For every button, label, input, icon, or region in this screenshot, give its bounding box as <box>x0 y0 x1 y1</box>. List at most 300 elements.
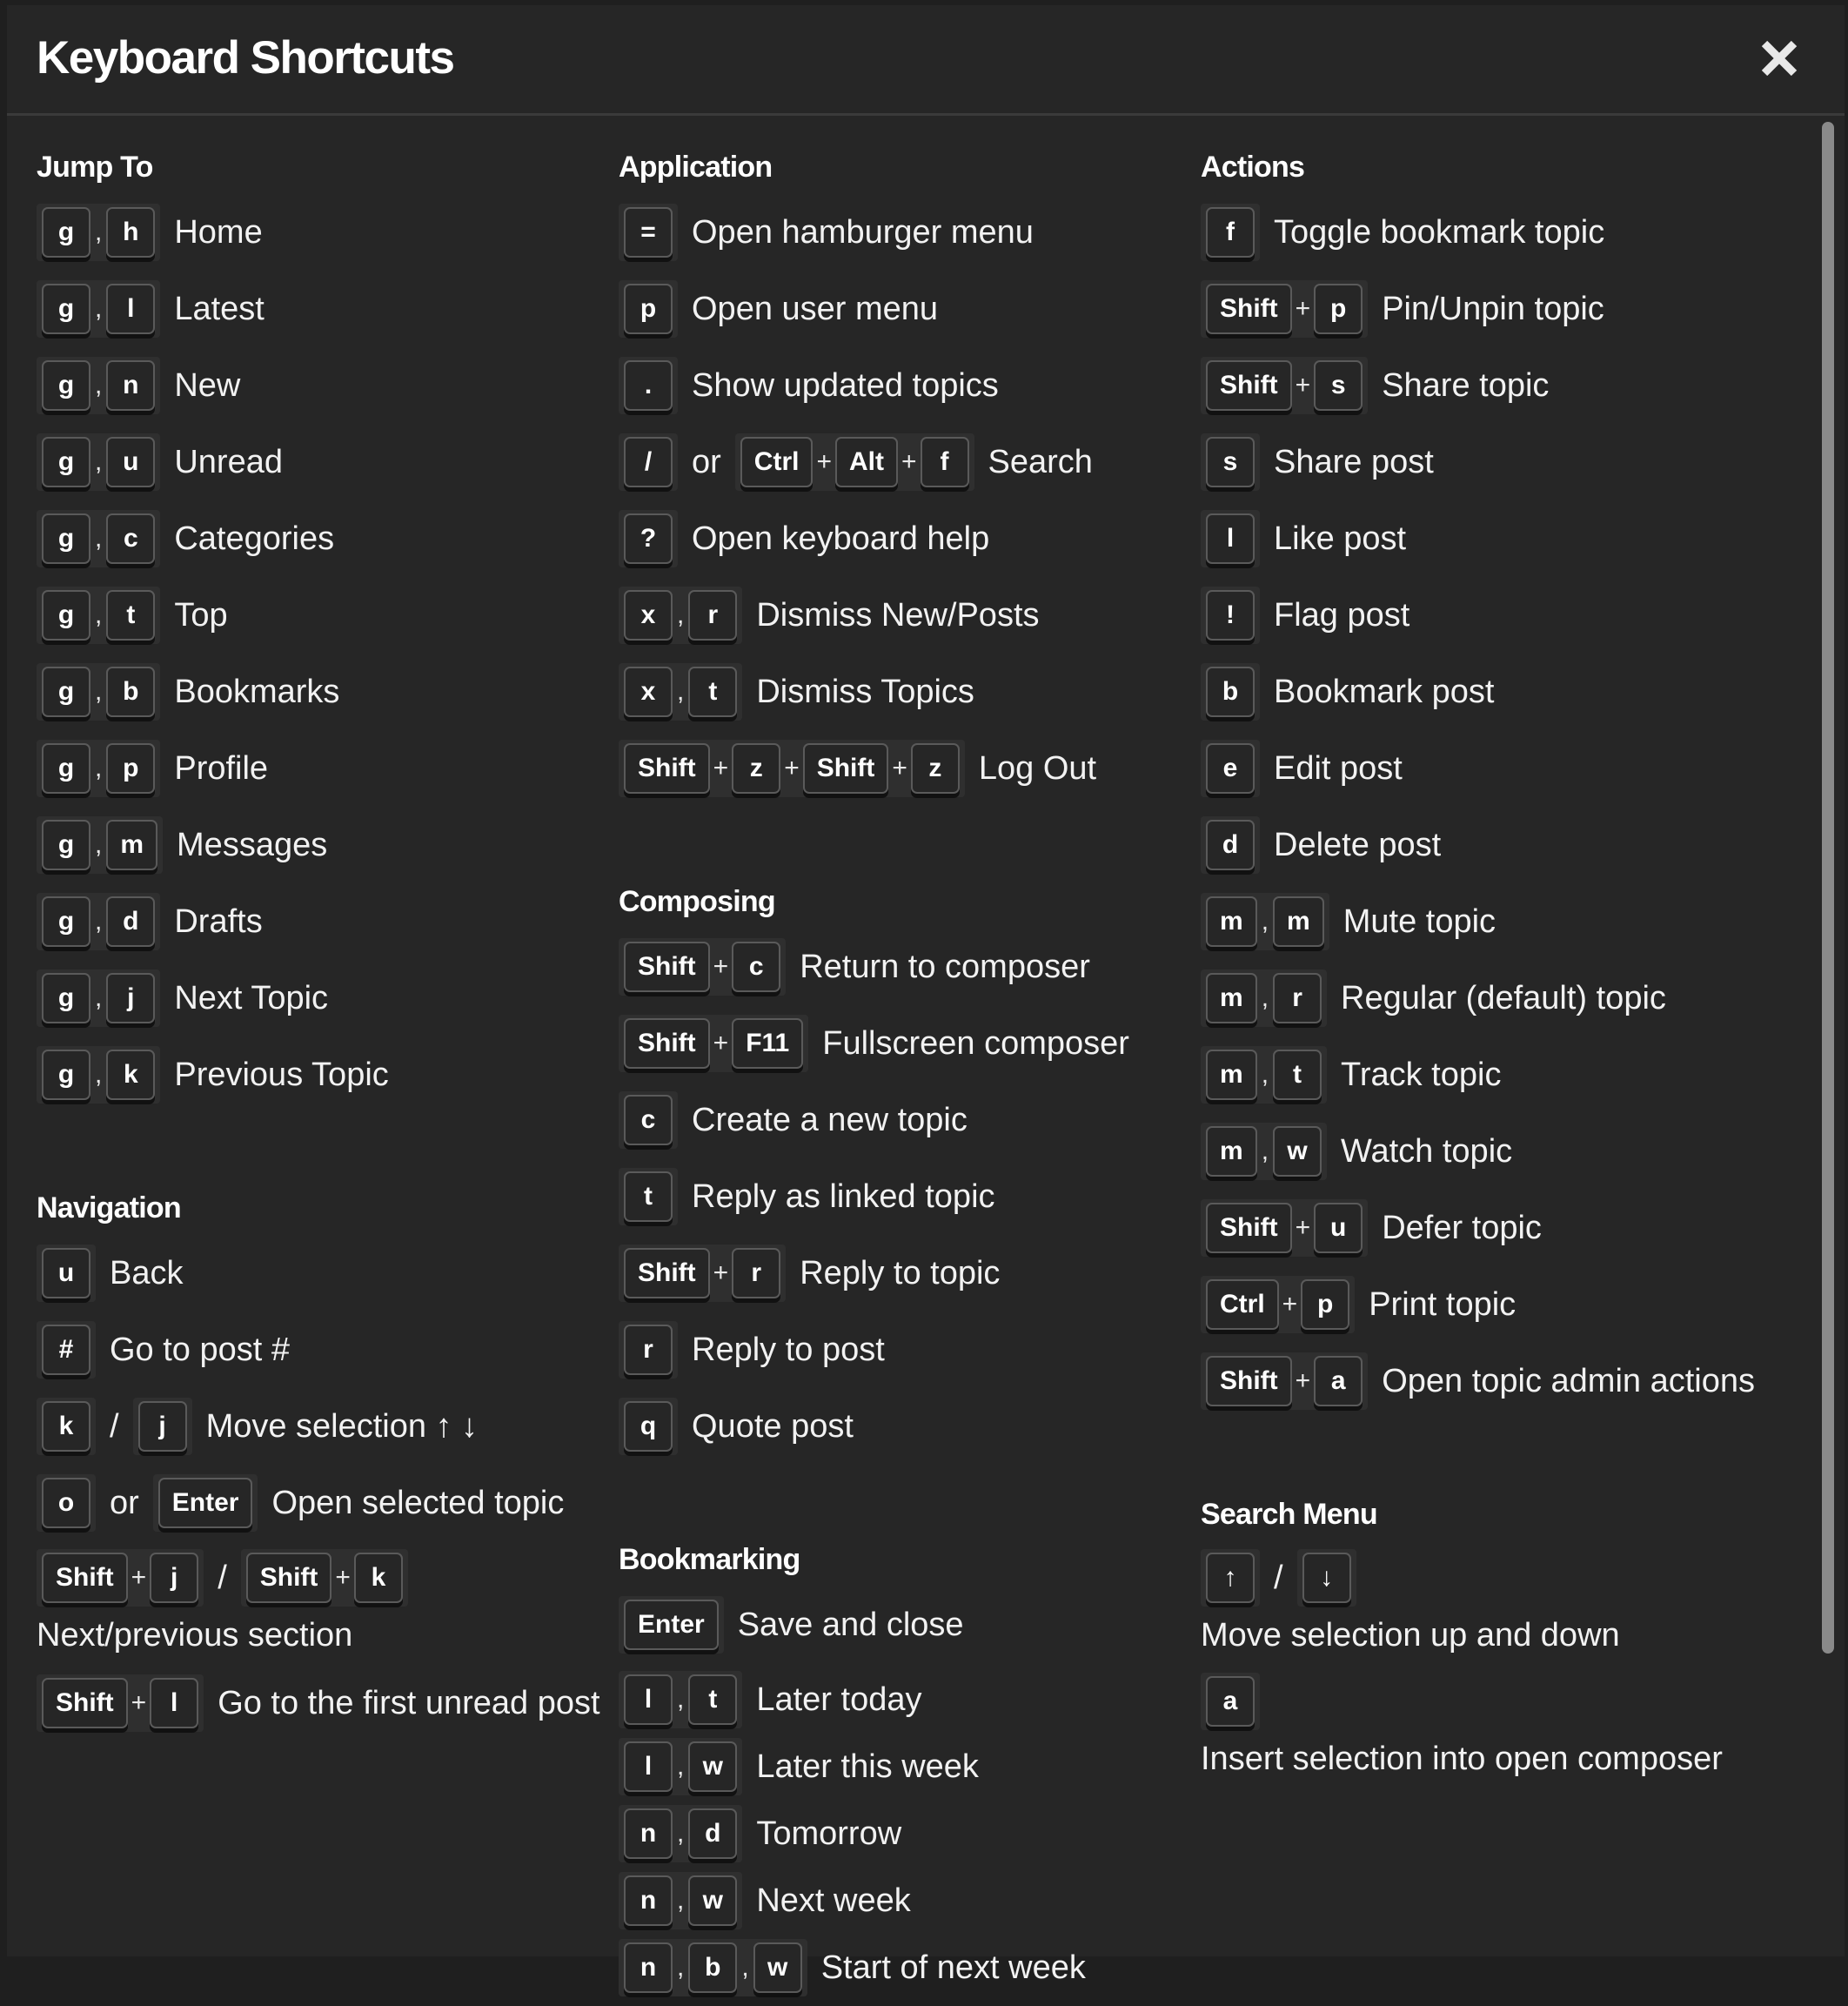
key-cap: Enter <box>624 1600 719 1650</box>
key-combo <box>37 1674 204 1732</box>
shortcut-row <box>37 585 611 646</box>
shortcut-description: Watch topic <box>1341 1133 1513 1170</box>
key-combo <box>735 433 974 491</box>
key-cap: l <box>106 284 155 334</box>
section-title: Navigation <box>37 1191 181 1224</box>
key-cap: Shift <box>803 743 889 794</box>
shortcut-description: Reply to post <box>692 1332 885 1368</box>
key-combo <box>619 1671 742 1728</box>
shortcut-description: Categories <box>174 520 335 557</box>
shortcut-row <box>1201 508 1810 569</box>
shortcut-description: Bookmarks <box>174 674 340 710</box>
key-cap: m <box>1206 896 1257 947</box>
shortcut-description: Later today <box>756 1681 922 1718</box>
shortcut-description: Next Topic <box>174 980 329 1016</box>
key-cap: m <box>1273 896 1324 947</box>
key-cap: z <box>911 743 960 794</box>
key-cap: n <box>106 360 155 411</box>
shortcut-row <box>37 738 611 799</box>
key-combo <box>619 1091 678 1149</box>
key-cap: F11 <box>732 1018 803 1069</box>
key-combo <box>37 1474 96 1532</box>
key-cap: p <box>106 743 155 794</box>
key-cap: p <box>624 284 673 334</box>
shortcut-description: Unread <box>174 444 283 480</box>
shortcut-description: Dismiss Topics <box>756 674 974 710</box>
shortcut-description: Open hamburger menu <box>692 214 1034 251</box>
section-gap <box>619 815 1184 884</box>
key-combo <box>1201 1549 1260 1607</box>
key-separator: + <box>1295 371 1311 399</box>
modal-header <box>7 5 1845 116</box>
key-cap: c <box>732 942 780 992</box>
shortcut-row <box>1201 1274 1810 1335</box>
shortcut-row <box>37 1473 611 1533</box>
key-cap: Shift <box>246 1553 332 1603</box>
key-separator: , <box>95 294 103 323</box>
key-combo <box>619 938 786 996</box>
key-separator: , <box>95 983 103 1012</box>
key-combo <box>37 969 160 1027</box>
key-cap: z <box>732 743 780 794</box>
shortcut-row <box>1201 1198 1810 1258</box>
key-cap: w <box>1273 1126 1322 1177</box>
key-cap: g <box>42 973 90 1023</box>
section-title: Application <box>619 151 773 184</box>
key-combo <box>619 433 678 491</box>
shortcut-row <box>37 815 611 876</box>
key-separator: , <box>1261 1137 1269 1165</box>
key-combo <box>1201 1046 1327 1104</box>
key-cap: b <box>106 667 155 717</box>
key-combo <box>619 1398 678 1455</box>
key-cap: j <box>150 1553 198 1603</box>
key-cap: j <box>106 973 155 1023</box>
key-cap: = <box>624 207 673 258</box>
key-cap: d <box>1206 820 1255 870</box>
key-cap: x <box>624 667 673 717</box>
shortcut-row <box>619 1939 1184 1996</box>
shortcut-description: Log Out <box>978 750 1097 787</box>
key-cap: m <box>1206 1050 1257 1100</box>
key-cap: b <box>1206 667 1255 717</box>
key-separator: , <box>95 754 103 782</box>
shortcut-description: Show updated topics <box>692 367 999 404</box>
key-combo <box>37 740 160 797</box>
shortcut-description: Create a new topic <box>692 1102 968 1138</box>
shortcut-description: Pin/Unpin topic <box>1382 291 1604 327</box>
key-cap: g <box>42 667 90 717</box>
key-combo <box>1201 204 1260 261</box>
key-combo <box>37 433 160 491</box>
key-combo <box>1201 663 1260 721</box>
key-combo <box>1201 1276 1355 1333</box>
shortcut-description: Move selection up and down <box>1201 1617 1620 1654</box>
key-combo <box>1201 740 1260 797</box>
key-cap: w <box>753 1942 802 1993</box>
key-combo <box>37 1245 96 1302</box>
key-cap: ↓ <box>1302 1553 1351 1603</box>
shortcut-row <box>37 1549 611 1657</box>
shortcut-description: Move selection ↑ ↓ <box>205 1408 479 1445</box>
shortcut-description: Open user menu <box>692 291 939 327</box>
shortcut-row <box>619 1594 1184 1655</box>
key-cap: j <box>138 1401 187 1452</box>
key-separator: + <box>1295 294 1311 323</box>
key-cap: g <box>42 284 90 334</box>
shortcut-joiner: or <box>692 443 721 480</box>
key-combo <box>619 204 678 261</box>
key-combo <box>619 1321 678 1379</box>
key-combo <box>153 1474 258 1532</box>
key-separator: , <box>1261 907 1269 936</box>
shortcut-description: Later this week <box>756 1748 979 1785</box>
key-combo <box>619 1596 724 1654</box>
key-separator: + <box>816 447 832 476</box>
key-separator: + <box>713 754 729 782</box>
key-cap: Alt <box>835 437 898 487</box>
shortcut-row <box>37 278 611 339</box>
key-combo <box>1201 280 1368 338</box>
key-cap: q <box>624 1401 673 1452</box>
key-cap: d <box>688 1808 737 1859</box>
key-combo <box>619 1245 786 1302</box>
key-separator: , <box>1261 983 1269 1012</box>
key-combo <box>241 1549 408 1607</box>
shortcut-row <box>619 738 1184 799</box>
shortcut-description: Bookmark post <box>1274 674 1495 710</box>
key-separator: , <box>677 1886 685 1915</box>
key-combo <box>619 1872 742 1929</box>
key-cap: s <box>1206 437 1255 487</box>
keyboard-shortcuts-modal <box>7 5 1845 1986</box>
key-separator: + <box>901 447 917 476</box>
shortcut-row <box>37 891 611 952</box>
key-cap: l <box>624 1674 673 1725</box>
shortcut-row <box>1201 585 1810 646</box>
key-separator: , <box>95 830 103 859</box>
shortcut-description: Reply to topic <box>800 1255 1001 1291</box>
scrollbar-thumb[interactable] <box>1822 122 1834 1654</box>
key-combo <box>619 1939 807 1996</box>
shortcut-description: Quote post <box>692 1408 854 1445</box>
key-cap: a <box>1206 1676 1255 1727</box>
key-cap: s <box>1314 360 1363 411</box>
shortcut-description: Return to composer <box>800 949 1090 985</box>
shortcut-description: Back <box>110 1255 184 1291</box>
shortcut-row <box>37 202 611 263</box>
key-cap: t <box>624 1171 673 1222</box>
section-title: Bookmarking <box>619 1543 800 1576</box>
key-combo <box>37 1046 160 1104</box>
section-gap <box>619 1473 1184 1542</box>
shortcut-row <box>37 661 611 722</box>
shortcut-row <box>1201 968 1810 1029</box>
shortcut-description: Latest <box>174 291 264 327</box>
key-combo <box>37 510 160 567</box>
shortcut-joiner: / <box>110 1407 119 1445</box>
key-separator: + <box>713 1029 729 1057</box>
key-separator: , <box>677 1819 685 1848</box>
shortcut-row <box>1201 432 1810 493</box>
key-cap: a <box>1314 1356 1363 1406</box>
key-cap: f <box>1206 207 1255 258</box>
key-cap: g <box>42 590 90 641</box>
shortcut-description: Open keyboard help <box>692 520 990 557</box>
key-cap: Shift <box>1206 1203 1292 1253</box>
shortcut-description: Dismiss New/Posts <box>756 597 1040 634</box>
key-separator: + <box>1295 1213 1311 1242</box>
shortcut-row <box>1201 355 1810 416</box>
section-gap <box>1201 1427 1810 1497</box>
shortcut-row <box>1201 1044 1810 1105</box>
shortcut-description: Next week <box>756 1882 911 1919</box>
key-combo <box>619 280 678 338</box>
shortcut-row <box>619 1319 1184 1380</box>
key-separator: , <box>95 1060 103 1089</box>
key-cap: u <box>1314 1203 1363 1253</box>
shortcut-row <box>1201 1121 1810 1182</box>
key-cap: l <box>624 1741 673 1792</box>
key-separator: , <box>677 600 685 629</box>
shortcut-row <box>619 508 1184 569</box>
shortcuts-column-2 <box>619 150 1184 2006</box>
section-title: Actions <box>1201 151 1305 184</box>
key-cap: u <box>42 1248 90 1298</box>
close-icon[interactable] <box>1756 35 1803 82</box>
key-cap: Enter <box>158 1478 253 1528</box>
shortcut-row <box>1201 738 1810 799</box>
key-separator: , <box>677 1685 685 1714</box>
shortcut-row <box>1201 891 1810 952</box>
key-combo <box>37 816 163 874</box>
key-combo <box>37 280 160 338</box>
key-cap: t <box>688 1674 737 1725</box>
shortcut-joiner: / <box>218 1559 227 1596</box>
key-separator: + <box>713 952 729 981</box>
key-cap: l <box>1206 513 1255 564</box>
key-separator: + <box>1282 1290 1298 1318</box>
key-separator: , <box>95 371 103 399</box>
shortcut-description: Save and close <box>737 1607 964 1643</box>
shortcut-description: Toggle bookmark topic <box>1274 214 1605 251</box>
key-cap: g <box>42 513 90 564</box>
key-cap: w <box>688 1741 737 1792</box>
key-cap: r <box>688 590 737 641</box>
key-separator: + <box>335 1563 351 1592</box>
shortcut-description: Flag post <box>1274 597 1410 634</box>
key-combo <box>1201 816 1260 874</box>
shortcut-description: Go to the first unread post <box>218 1685 600 1721</box>
shortcut-description: Share post <box>1274 444 1434 480</box>
shortcut-description: Share topic <box>1382 367 1550 404</box>
key-cap: w <box>688 1875 737 1926</box>
key-cap: n <box>624 1875 673 1926</box>
shortcut-joiner: / <box>1274 1559 1283 1596</box>
key-combo <box>619 1738 742 1795</box>
key-cap: p <box>1314 284 1363 334</box>
shortcut-description: Delete post <box>1274 827 1442 863</box>
key-separator: , <box>677 1752 685 1781</box>
key-separator: , <box>677 1953 685 1982</box>
key-cap: l <box>150 1678 198 1728</box>
key-combo <box>37 204 160 261</box>
key-cap: t <box>106 590 155 641</box>
key-separator: + <box>131 1688 147 1717</box>
key-cap: r <box>1273 973 1322 1023</box>
key-combo <box>37 1321 96 1379</box>
shortcut-description: Tomorrow <box>756 1815 902 1852</box>
key-cap: Shift <box>624 743 710 794</box>
key-cap: b <box>688 1942 737 1993</box>
section-title: Composing <box>619 885 775 918</box>
shortcut-row <box>619 1243 1184 1304</box>
shortcut-description: Drafts <box>174 903 263 940</box>
key-cap: g <box>42 743 90 794</box>
shortcut-row <box>619 1805 1184 1862</box>
key-cap: n <box>624 1942 673 1993</box>
key-cap: g <box>42 360 90 411</box>
key-cap: k <box>354 1553 403 1603</box>
key-cap: h <box>106 207 155 258</box>
shortcut-row <box>37 432 611 493</box>
key-cap: ? <box>624 513 673 564</box>
key-cap: / <box>624 437 673 487</box>
shortcut-row <box>619 432 1184 493</box>
shortcut-row <box>619 1738 1184 1795</box>
key-combo <box>1201 1673 1260 1730</box>
key-cap: k <box>106 1050 155 1100</box>
key-cap: g <box>42 437 90 487</box>
key-combo <box>1201 1352 1368 1410</box>
shortcut-description: Start of next week <box>820 1949 1086 1986</box>
key-separator: , <box>741 1953 749 1982</box>
key-cap: Shift <box>1206 284 1292 334</box>
key-cap: Shift <box>1206 1356 1292 1406</box>
shortcut-description: Open topic admin actions <box>1382 1363 1755 1399</box>
shortcut-description: Profile <box>174 750 269 787</box>
key-combo <box>133 1398 192 1455</box>
key-separator: + <box>892 754 907 782</box>
key-separator: + <box>1295 1366 1311 1395</box>
shortcut-row <box>619 1090 1184 1151</box>
key-cap: d <box>106 896 155 947</box>
shortcut-row <box>619 1872 1184 1929</box>
shortcut-description: Track topic <box>1341 1057 1502 1093</box>
shortcut-row <box>1201 815 1810 876</box>
shortcut-joiner: or <box>110 1484 139 1521</box>
shortcut-row <box>1201 278 1810 339</box>
key-cap: p <box>1301 1279 1349 1330</box>
key-combo <box>1297 1549 1356 1607</box>
shortcut-row <box>37 1319 611 1380</box>
key-cap: n <box>624 1808 673 1859</box>
key-cap: Shift <box>624 1248 710 1298</box>
key-combo <box>37 1549 204 1607</box>
shortcut-row <box>1201 1549 1810 1657</box>
key-combo <box>619 587 742 644</box>
shortcut-description: Open selected topic <box>271 1485 565 1521</box>
shortcut-row <box>37 1044 611 1105</box>
key-separator: , <box>95 600 103 629</box>
key-cap: . <box>624 360 673 411</box>
key-combo <box>37 1398 96 1455</box>
shortcut-description: Go to post # <box>110 1332 291 1368</box>
key-combo <box>619 357 678 414</box>
shortcut-row <box>1201 1351 1810 1412</box>
shortcut-row <box>619 936 1184 997</box>
shortcut-row <box>37 968 611 1029</box>
shortcut-row <box>37 1673 611 1734</box>
key-cap: k <box>42 1401 90 1452</box>
key-combo <box>1201 1199 1368 1257</box>
key-cap: t <box>688 667 737 717</box>
key-combo <box>619 740 965 797</box>
key-cap: g <box>42 896 90 947</box>
shortcut-row <box>1201 661 1810 722</box>
key-combo <box>37 893 160 950</box>
key-cap: m <box>1206 1126 1257 1177</box>
shortcut-row <box>619 661 1184 722</box>
key-combo <box>619 1015 808 1072</box>
key-separator: , <box>95 447 103 476</box>
shortcut-row <box>1201 202 1810 263</box>
key-cap: Ctrl <box>740 437 814 487</box>
shortcut-row <box>37 508 611 569</box>
shortcut-row <box>619 1671 1184 1728</box>
key-cap: g <box>42 207 90 258</box>
shortcut-description: Insert selection into open composer <box>1201 1741 1723 1777</box>
key-cap: Shift <box>1206 360 1292 411</box>
shortcut-description: Print topic <box>1369 1286 1517 1323</box>
shortcut-row <box>619 1396 1184 1457</box>
key-cap: ! <box>1206 590 1255 641</box>
key-combo <box>1201 433 1260 491</box>
shortcut-description: New <box>174 367 241 404</box>
key-combo <box>619 1805 742 1862</box>
shortcut-row <box>37 355 611 416</box>
shortcut-row <box>619 1013 1184 1074</box>
key-combo <box>619 510 678 567</box>
key-separator: + <box>131 1563 147 1592</box>
shortcut-row <box>37 1243 611 1304</box>
modal-title: Keyboard Shortcuts <box>37 32 454 84</box>
key-combo <box>37 663 160 721</box>
key-cap: Shift <box>42 1553 128 1603</box>
key-cap: t <box>1273 1050 1322 1100</box>
key-cap: ↑ <box>1206 1553 1255 1603</box>
key-separator: , <box>95 218 103 246</box>
key-combo <box>1201 357 1368 414</box>
key-cap: Shift <box>624 1018 710 1069</box>
shortcut-description: Home <box>174 214 263 251</box>
key-separator: + <box>784 754 800 782</box>
section-gap <box>37 1121 611 1191</box>
shortcut-row <box>619 1166 1184 1227</box>
key-cap: g <box>42 820 90 870</box>
key-separator: , <box>677 677 685 706</box>
shortcut-row <box>619 202 1184 263</box>
key-separator: , <box>95 677 103 706</box>
shortcut-description: Edit post <box>1274 750 1403 787</box>
key-cap: Shift <box>624 942 710 992</box>
key-cap: f <box>921 437 969 487</box>
shortcuts-column-3 <box>1201 150 1810 1796</box>
shortcut-row <box>619 585 1184 646</box>
key-cap: m <box>106 820 157 870</box>
key-combo <box>619 663 742 721</box>
key-cap: m <box>1206 973 1257 1023</box>
